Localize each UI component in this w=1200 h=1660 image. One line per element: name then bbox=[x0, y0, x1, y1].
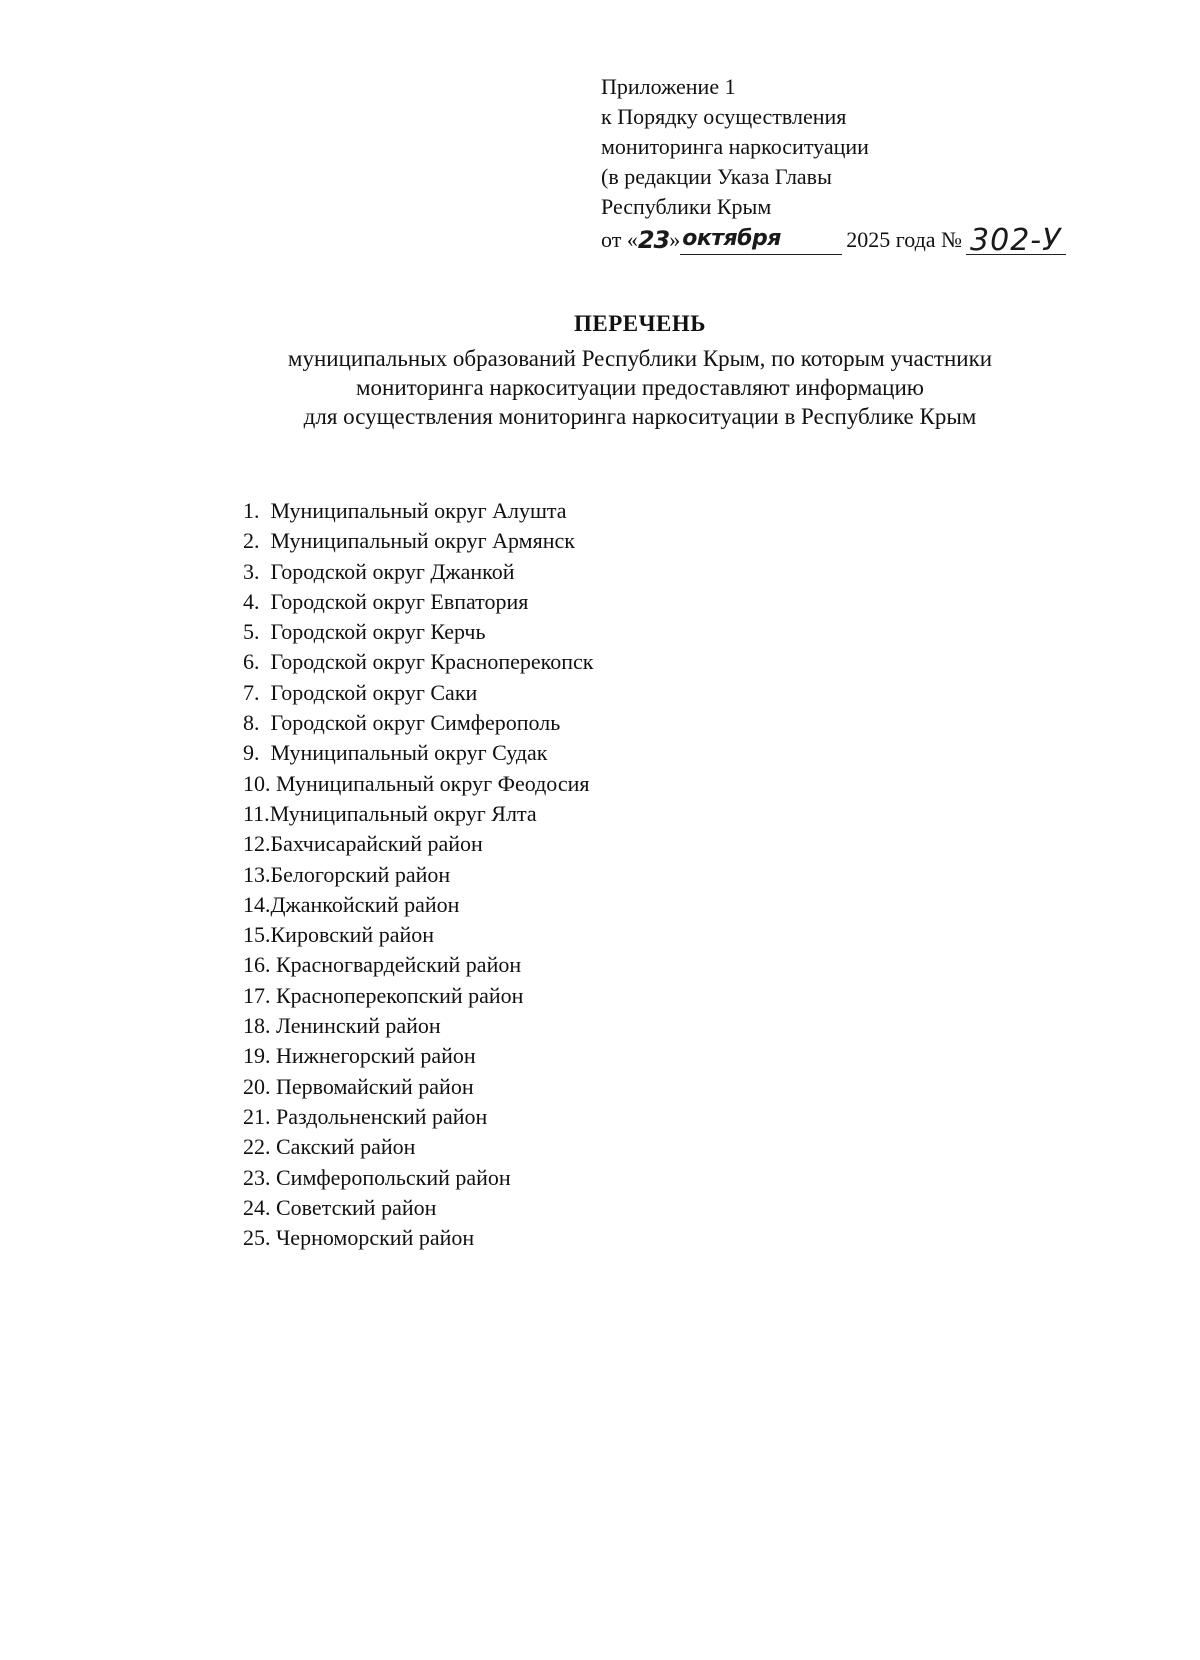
list-item-text: Городской округ Евпатория bbox=[270, 588, 529, 614]
list-item-number: 8. bbox=[243, 710, 260, 736]
list-item-text: Городской округ Красноперекопск bbox=[270, 649, 594, 675]
subtitle-line: муниципальных образований Республики Крым, по которым участники bbox=[287, 346, 993, 371]
subtitle-line: мониторинга наркоситуации предоставляют информацию bbox=[356, 375, 924, 400]
list-item bbox=[243, 557, 593, 587]
list-item-text: Муниципальный округ Феодосия bbox=[276, 770, 590, 796]
list-item bbox=[243, 769, 593, 799]
municipality-list bbox=[243, 496, 593, 1253]
list-item bbox=[243, 1163, 593, 1193]
list-item-number: 22. bbox=[243, 1134, 271, 1160]
approval-line: (в редакции Указа Главы bbox=[601, 164, 832, 189]
list-item-number: 4. bbox=[243, 588, 260, 614]
list-item-text: Джанкойский район bbox=[270, 891, 460, 917]
list-item-number: 14. bbox=[243, 891, 271, 917]
list-item-number: 11. bbox=[243, 800, 270, 826]
list-item-text: Городской округ Джанкой bbox=[270, 558, 515, 584]
list-item-text: Красноперекопский район bbox=[276, 982, 524, 1008]
approval-date-line bbox=[601, 222, 1121, 258]
list-item-number: 3. bbox=[243, 558, 260, 584]
list-item bbox=[243, 708, 593, 738]
list-item-number: 25. bbox=[243, 1225, 271, 1251]
list-item bbox=[243, 1193, 593, 1223]
list-item bbox=[243, 799, 593, 829]
list-item-number: 9. bbox=[243, 740, 260, 766]
list-item bbox=[243, 587, 593, 617]
list-item-text: Муниципальный округ Алушта bbox=[270, 498, 567, 523]
subtitle-line: для осуществления мониторинга наркоситуации в Республике Крым bbox=[303, 404, 977, 429]
list-item bbox=[243, 678, 593, 708]
approval-block bbox=[601, 72, 1121, 258]
date-prefix: от « bbox=[601, 227, 638, 252]
list-item-text: Городской округ Симферополь bbox=[270, 710, 561, 736]
list-item-text: Городской округ Керчь bbox=[270, 619, 486, 645]
list-item-number: 20. bbox=[243, 1073, 271, 1099]
list-item-text: Красногвардейский район bbox=[276, 952, 522, 978]
list-item-number: 18. bbox=[243, 1013, 271, 1039]
list-item bbox=[243, 647, 593, 677]
list-item-number: 13. bbox=[243, 861, 271, 887]
list-item-text: Ленинский район bbox=[276, 1013, 441, 1039]
list-item bbox=[243, 617, 593, 647]
list-item-number: 10. bbox=[243, 770, 271, 796]
list-item-text: Кировский район bbox=[270, 922, 435, 948]
list-item bbox=[243, 1223, 593, 1253]
list-item bbox=[243, 950, 593, 980]
list-item bbox=[243, 981, 593, 1011]
doc-number-handwritten: 302-У bbox=[970, 223, 1062, 258]
date-day-handwritten: 23 bbox=[637, 226, 670, 254]
list-item-text: Муниципальный округ Ялта bbox=[269, 800, 537, 826]
list-item bbox=[243, 496, 593, 526]
list-item bbox=[243, 1132, 593, 1162]
list-item-number: 19. bbox=[243, 1043, 271, 1069]
list-item-text: Черноморский район bbox=[276, 1225, 475, 1251]
doc-number-field bbox=[966, 222, 1066, 258]
list-item-number: 7. bbox=[243, 679, 260, 705]
approval-line: мониторинга наркоситуации bbox=[601, 134, 869, 159]
list-item-text: Нижнегорский район bbox=[276, 1043, 476, 1069]
list-item-number: 12. bbox=[243, 831, 271, 857]
list-item-number: 1. bbox=[243, 498, 260, 523]
list-item-number: 2. bbox=[243, 528, 260, 554]
list-item bbox=[243, 890, 593, 920]
list-item-number: 21. bbox=[243, 1103, 271, 1129]
approval-line: к Порядку осуществления bbox=[601, 104, 847, 129]
list-item-text: Муниципальный округ Армянск bbox=[270, 528, 575, 554]
approval-line: Приложение 1 bbox=[601, 74, 736, 99]
list-item-number: 5. bbox=[243, 619, 260, 645]
list-item-text: Бахчисарайский район bbox=[270, 831, 483, 857]
list-item-text: Муниципальный округ Судак bbox=[270, 740, 548, 766]
approval-line: Республики Крым bbox=[601, 194, 772, 219]
list-item-number: 23. bbox=[243, 1164, 271, 1190]
list-item bbox=[243, 1011, 593, 1041]
list-item bbox=[243, 1102, 593, 1132]
list-item bbox=[243, 860, 593, 890]
list-item-number: 16. bbox=[243, 952, 271, 978]
list-item-text: Советский район bbox=[276, 1194, 437, 1220]
list-item-text: Первомайский район bbox=[276, 1073, 474, 1099]
list-item bbox=[243, 1041, 593, 1071]
list-item bbox=[243, 829, 593, 859]
list-item-number: 15. bbox=[243, 922, 271, 948]
date-month-field bbox=[680, 226, 842, 255]
list-item bbox=[243, 920, 593, 950]
list-item bbox=[243, 1072, 593, 1102]
date-year-text: 2025 года № bbox=[846, 227, 963, 252]
list-item-number: 17. bbox=[243, 982, 271, 1008]
list-item-text: Городской округ Саки bbox=[270, 679, 478, 705]
date-close-quote: » bbox=[669, 227, 681, 252]
list-item bbox=[243, 738, 593, 768]
list-item-text: Сакский район bbox=[276, 1134, 416, 1160]
list-item-text: Раздольненский район bbox=[276, 1103, 488, 1129]
document-subtitle bbox=[180, 344, 1100, 431]
document-title: ПЕРЕЧЕНЬ bbox=[574, 311, 706, 336]
list-item-text: Симферопольский район bbox=[276, 1164, 511, 1190]
list-item-number: 24. bbox=[243, 1194, 271, 1220]
list-item-number: 6. bbox=[243, 649, 260, 675]
date-month-handwritten: октября bbox=[682, 226, 781, 251]
list-item bbox=[243, 526, 593, 556]
list-item-text: Белогорский район bbox=[270, 861, 451, 887]
